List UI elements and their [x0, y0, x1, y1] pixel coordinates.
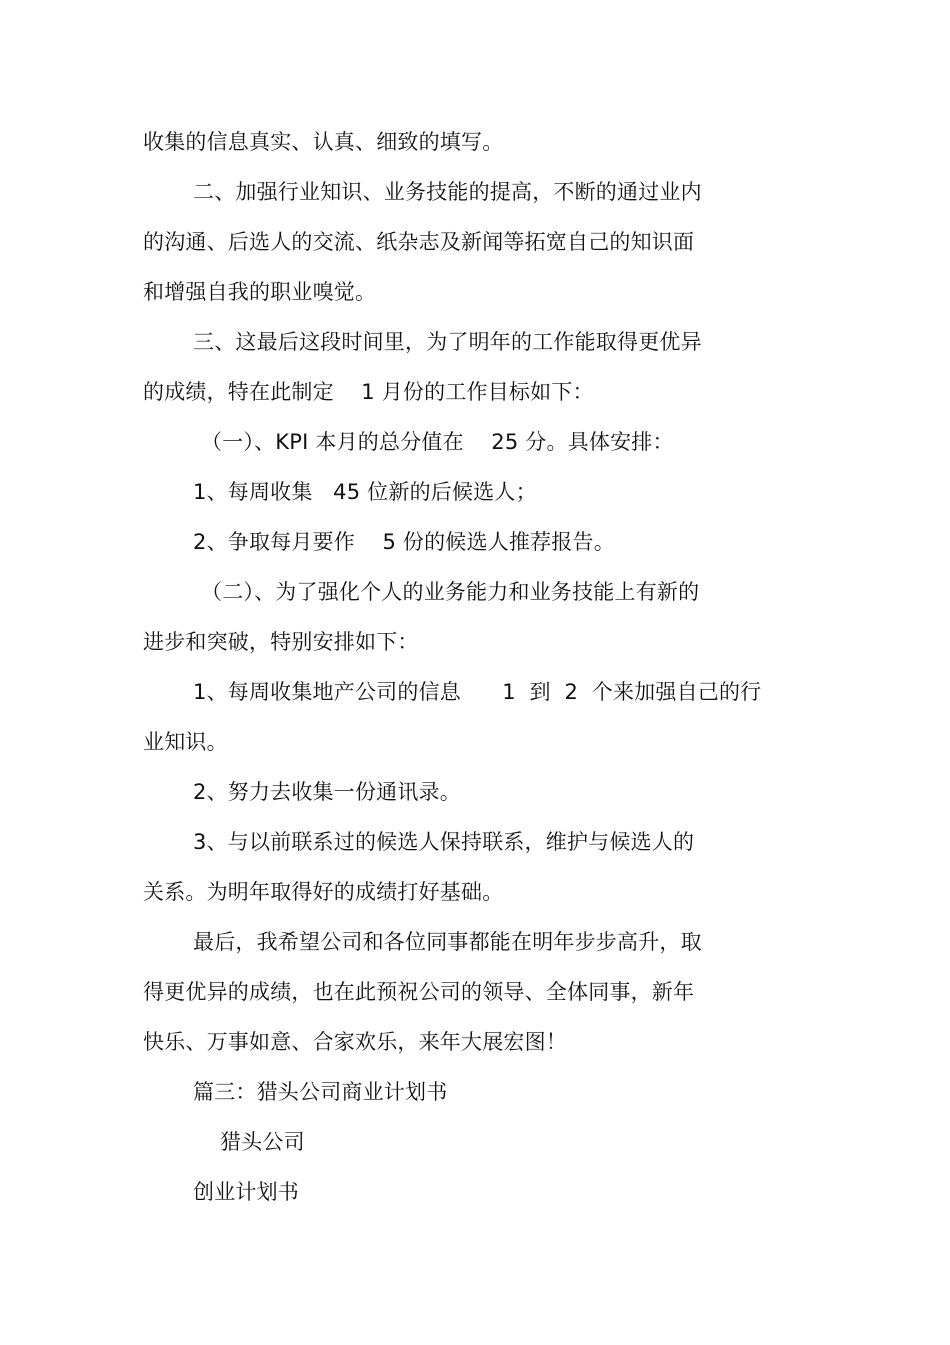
list-item: 3、与以前联系过的候选人保持联系，维护与候选人的	[193, 830, 695, 854]
paragraph-line: 关系。为明年取得好的成绩打好基础。	[143, 880, 504, 904]
paragraph-line: 的成绩，特在此制定 1 月份的工作目标如下：	[143, 380, 594, 404]
plan-title: 创业计划书	[193, 1180, 299, 1204]
paragraph-line: 三、这最后这段时间里，为了明年的工作能取得更优异	[193, 330, 702, 354]
list-item: 1、每周收集 45 位新的后候选人；	[193, 480, 537, 504]
paragraph-line: 和增强自我的职业嗅觉。	[143, 280, 377, 304]
paragraph-line: 最后，我希望公司和各位同事都能在明年步步高升，取	[193, 930, 702, 954]
section-heading: 篇三：猎头公司商业计划书	[193, 1080, 448, 1104]
list-item: 2、争取每月要作 5 份的候选人推荐报告。	[193, 530, 615, 554]
paragraph-line: （二）、为了强化个人的业务能力和业务技能上有新的	[201, 580, 700, 604]
paragraph-line: 收集的信息真实、认真、细致的填写。	[143, 130, 504, 154]
company-title: 猎头公司	[220, 1130, 305, 1154]
paragraph-line: 业知识。	[143, 730, 228, 754]
paragraph-line: 得更优异的成绩，也在此预祝公司的领导、全体同事，新年	[143, 980, 695, 1004]
list-item: 1、每周收集地产公司的信息 1 到 2 个来加强自己的行	[193, 680, 762, 704]
list-item: 2、努力去收集一份通讯录。	[193, 780, 461, 804]
paragraph-line: （一）、KPI 本月的总分值在 25 分。具体安排：	[201, 430, 674, 454]
paragraph-line: 二、加强行业知识、业务技能的提高，不断的通过业内	[193, 180, 702, 204]
paragraph-line: 快乐、万事如意、合家欢乐，来年大展宏图！	[143, 1030, 567, 1054]
paragraph-line: 进步和突破，特别安排如下：	[143, 630, 419, 654]
paragraph-line: 的沟通、后选人的交流、纸杂志及新闻等拓宽自己的知识面	[143, 230, 695, 254]
